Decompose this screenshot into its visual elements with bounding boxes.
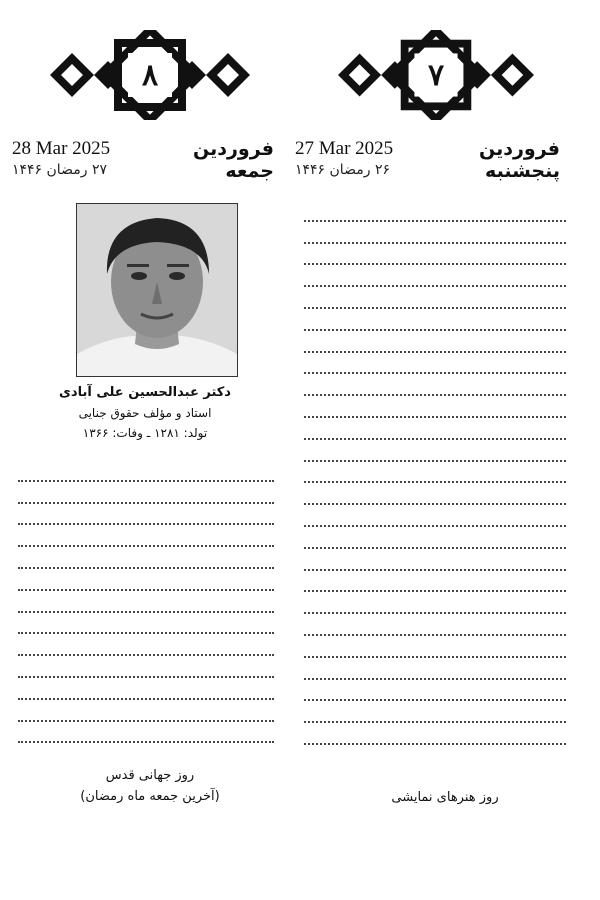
month-name: فروردین — [479, 138, 560, 160]
portrait-photo — [76, 203, 238, 377]
gregorian-date: 27 Mar 2025 — [295, 138, 394, 159]
day-emblem — [50, 30, 250, 120]
note-line[interactable] — [304, 527, 566, 549]
occasion-text — [30, 765, 270, 807]
left-page — [0, 0, 290, 900]
note-line[interactable] — [18, 591, 274, 613]
note-line[interactable] — [304, 309, 566, 331]
day-number: ۷ — [427, 58, 445, 93]
note-line[interactable] — [304, 571, 566, 593]
occasion-text — [330, 787, 560, 808]
occasion-line: (آخرین جمعه ماه رمضان) — [80, 789, 220, 804]
weekday-name: پنجشنبه — [485, 160, 560, 182]
note-line[interactable] — [304, 614, 566, 636]
note-line[interactable] — [18, 634, 274, 656]
note-line[interactable] — [304, 244, 566, 266]
note-lines[interactable] — [18, 460, 274, 743]
note-line[interactable] — [18, 613, 274, 635]
note-line[interactable] — [304, 440, 566, 462]
note-line[interactable] — [304, 505, 566, 527]
note-lines[interactable] — [304, 200, 566, 745]
note-line[interactable] — [18, 722, 274, 744]
month-name: فروردین — [193, 138, 274, 160]
note-line[interactable] — [304, 658, 566, 680]
note-line[interactable] — [304, 723, 566, 745]
date-header — [12, 138, 274, 188]
note-line[interactable] — [304, 265, 566, 287]
note-line[interactable] — [304, 418, 566, 440]
note-line[interactable] — [18, 678, 274, 700]
person-life-dates: تولد: ۱۲۸۱ ـ وفات: ۱۳۶۶ — [82, 426, 208, 440]
note-line[interactable] — [304, 222, 566, 244]
occasion-line: روز هنرهای نمایشی — [391, 790, 499, 805]
date-header — [295, 138, 560, 188]
day-number: ۸ — [141, 58, 159, 93]
note-line[interactable] — [304, 331, 566, 353]
note-line[interactable] — [18, 700, 274, 722]
note-line[interactable] — [304, 549, 566, 571]
note-line[interactable] — [18, 482, 274, 504]
note-line[interactable] — [18, 569, 274, 591]
portrait-image — [77, 204, 237, 376]
note-line[interactable] — [304, 374, 566, 396]
note-line[interactable] — [304, 483, 566, 505]
right-page — [290, 0, 600, 900]
note-line[interactable] — [304, 680, 566, 702]
note-line[interactable] — [18, 656, 274, 678]
note-line[interactable] — [18, 460, 274, 482]
note-line[interactable] — [304, 592, 566, 614]
hijri-date: ۲۷ رمضان ۱۴۴۶ — [12, 162, 107, 178]
day-emblem — [338, 30, 534, 120]
note-line[interactable] — [304, 396, 566, 418]
note-line[interactable] — [18, 504, 274, 526]
hijri-date: ۲۶ رمضان ۱۴۴۶ — [295, 162, 390, 178]
note-line[interactable] — [304, 353, 566, 375]
occasion-line: روز جهانی قدس — [105, 768, 195, 783]
person-role: استاد و مؤلف حقوق جنایی — [78, 406, 212, 420]
note-line[interactable] — [18, 547, 274, 569]
note-line[interactable] — [304, 701, 566, 723]
note-line[interactable] — [304, 287, 566, 309]
note-line[interactable] — [304, 462, 566, 484]
weekday-name: جمعه — [225, 160, 274, 182]
note-line[interactable] — [18, 525, 274, 547]
person-name: دکتر عبدالحسین علی آبادی — [59, 385, 231, 400]
note-line[interactable] — [304, 636, 566, 658]
note-line[interactable] — [304, 200, 566, 222]
gregorian-date: 28 Mar 2025 — [12, 138, 111, 159]
